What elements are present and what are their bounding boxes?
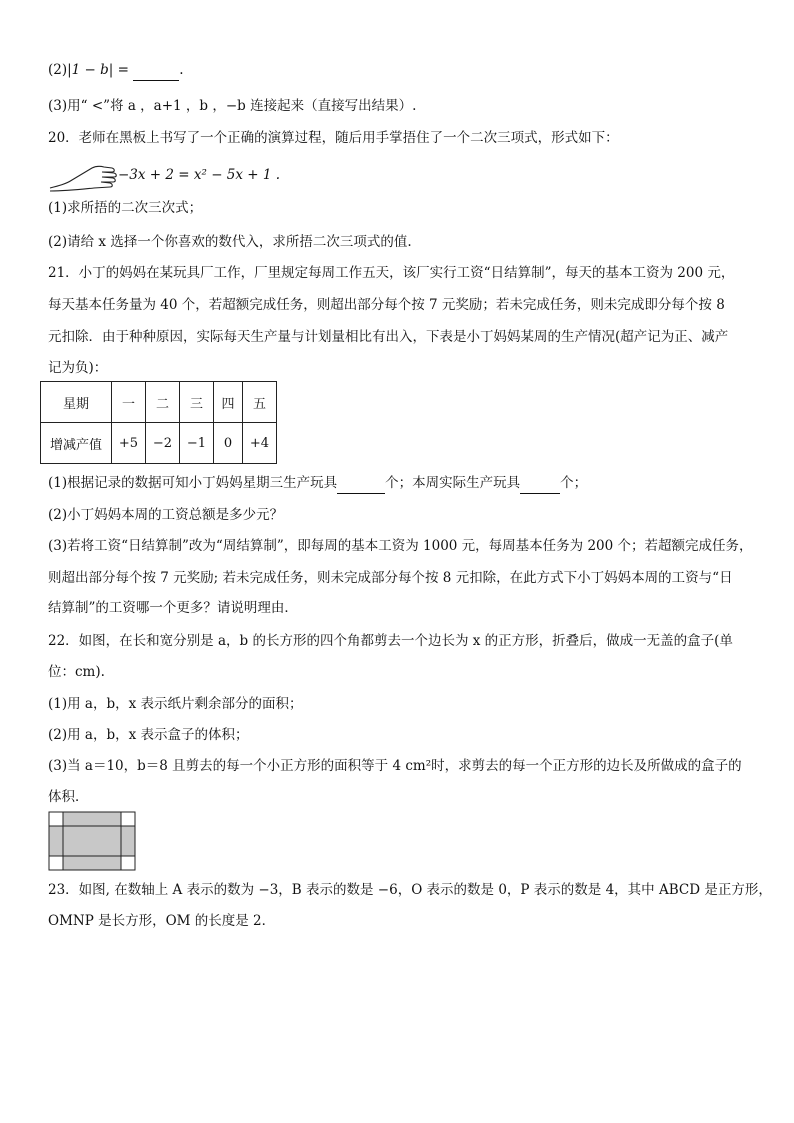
- q21-line2: 每天基本任务量为 40 个，若超额完成任务，则超出部分每个按 7 元奖励；若未完成任务，则未完成即分每个按 8: [48, 297, 725, 313]
- table-cell: 一: [112, 382, 146, 423]
- q22-line1: 22．如图，在长和宽分别是 a，b 的长方形的四个角都剪去一个边长为 x 的正方形，折叠后，做成一无盖的盒子(单: [48, 633, 733, 649]
- q22-part1: (1)用 a，b，x 表示纸片剩余部分的面积；: [48, 696, 303, 712]
- q22-part2: (2)用 a，b，x 表示盒子的体积；: [48, 727, 249, 743]
- table-cell: 二: [146, 382, 180, 423]
- corner-square: [49, 856, 63, 870]
- q21-line1: 21．小丁的妈妈在某玩具厂工作，厂里规定每周工作五天，该厂实行工资“日结算制”，每天的基本工资为 200 元，: [48, 265, 735, 281]
- answer-blank[interactable]: [520, 473, 560, 494]
- q23-line2: OMNP 是长方形，OM 的长度是 2．: [48, 913, 276, 929]
- table-cell: 0: [214, 423, 243, 464]
- corner-square: [121, 856, 135, 870]
- q21-part2: (2)小丁妈妈本周的工资总额是多少元？: [48, 507, 284, 523]
- q21-part3-line1: (3)若将工资“日结算制”改为“周结算制”，即每周的基本工资为 1000 元，每周基本任务为 200 个；若超额完成任务，: [48, 538, 753, 554]
- table-cell: 三: [180, 382, 214, 423]
- table-row: [41, 382, 277, 423]
- answer-blank[interactable]: [133, 60, 179, 81]
- answer-blank[interactable]: [337, 473, 385, 494]
- q20-part2: (2)请给 x 选择一个你喜欢的数代入，求所捂二次三项式的值.: [48, 234, 412, 250]
- q22-line2: 位：cm).: [48, 664, 105, 680]
- box-net-figure: [48, 811, 136, 871]
- table-cell: +5: [112, 423, 146, 464]
- table-cell: 四: [214, 382, 243, 423]
- q21-part1: (1)根据记录的数据可知小丁妈妈星期三生产玩具 个；本周实际生产玩具 个；: [48, 473, 768, 494]
- q20-stem: 20．老师在黑板上书写了一个正确的演算过程，随后用手掌捂住了一个二次三项式，形式如下：: [48, 130, 619, 146]
- table-cell: −2: [146, 423, 180, 464]
- table-cell: −1: [180, 423, 214, 464]
- table-header: 增减产值: [41, 423, 112, 464]
- q19-part3: (3)用“ <”将 a ，a+1 ，b ，−b 连接起来（直接写出结果）.: [48, 98, 417, 114]
- table-cell: +4: [243, 423, 277, 464]
- q19-part2: (2)|1 − b| = .: [48, 60, 768, 81]
- q21-part3-line3: 结算制”的工资哪一个更多？请说明理由．: [48, 600, 298, 616]
- q23-line1: 23．如图, 在数轴上 A 表示的数为 −3，B 表示的数是 −6，O 表示的数是 0，P 表示的数是 4，其中 ABCD 是正方形，: [48, 882, 772, 898]
- q21-part3-line2: 则超出部分每个按 7 元奖励; 若未完成任务，则未完成部分每个按 8 元扣除，在此方式下小丁妈妈本周的工资与“日: [48, 570, 733, 586]
- q21-line4: 记为负)：: [48, 360, 108, 376]
- q21-line3: 元扣除．由于种种原因，实际每天生产量与计划量相比有出入，下表是小丁妈妈某周的生产情况(超产记为正、减产: [48, 329, 729, 345]
- table-cell: 五: [243, 382, 277, 423]
- q20-part1: (1)求所捂的二次三次式；: [48, 200, 203, 216]
- q20-formula: −3x + 2 = x² − 5x + 1 .: [118, 167, 281, 183]
- q22-part3-line1: (3)当 a＝10，b＝8 且剪去的每一个小正方形的面积等于 4 cm²时，求剪去的每一个正方形的边长及所做成的盒子的: [48, 758, 742, 774]
- production-table: [40, 381, 277, 464]
- corner-square: [49, 812, 63, 826]
- q22-part3-line2: 体积．: [48, 789, 89, 805]
- table-header: 星期: [41, 382, 112, 423]
- corner-square: [121, 812, 135, 826]
- table-row: [41, 423, 277, 464]
- hand-icon: [48, 160, 118, 194]
